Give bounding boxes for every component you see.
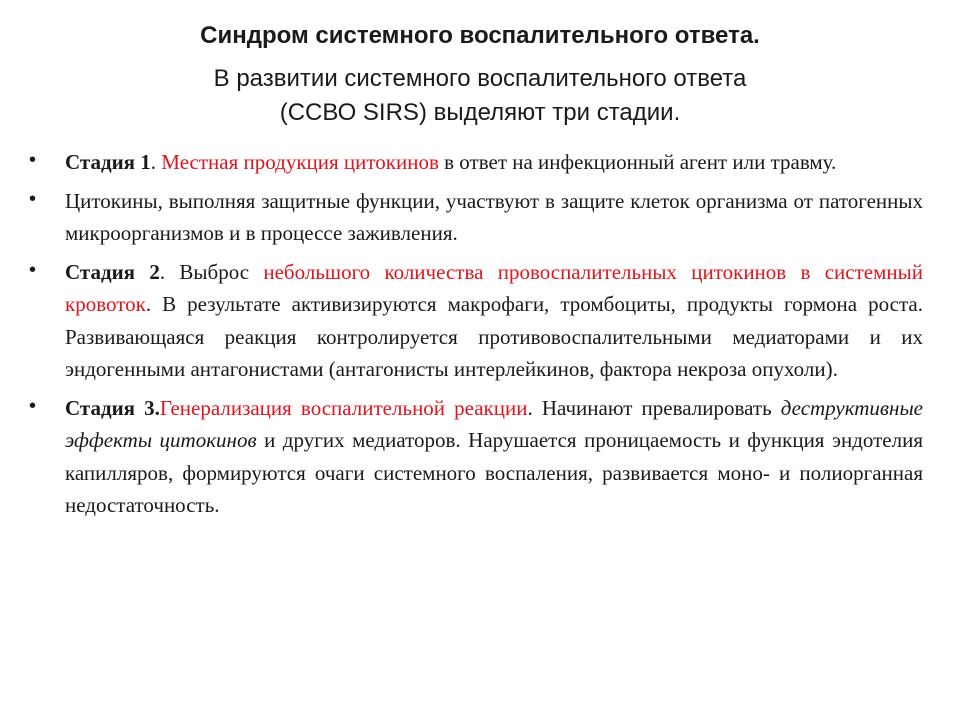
bullet-icon: •	[29, 149, 37, 171]
bullet-icon: •	[29, 394, 37, 417]
stages-list	[0, 146, 960, 528]
stage-label: Стадия 2	[65, 259, 160, 284]
highlighted-text: небольшого количества провоспалительных цитокинов в системный кровоток	[65, 259, 923, 316]
list-item-cytokines	[29, 185, 923, 250]
stage-label: Стадия 3.	[65, 395, 160, 420]
item-text: в ответ на инфекционный агент или травму.	[438, 150, 837, 174]
item-text: .	[150, 150, 162, 174]
highlighted-text: Генерализация воспалительной реакции	[159, 395, 528, 420]
highlighted-text: Местная продукция цитокинов	[161, 150, 439, 174]
subtitle-line-2: (ССВО SIRS) выделяют три стадии.	[279, 99, 681, 126]
slide-title: Синдром системного воспалительного ответа.	[200, 22, 760, 49]
list-item-stage-2	[29, 256, 923, 386]
item-text: . Начинают превалировать	[527, 395, 781, 420]
stage-label: Стадия 1	[65, 150, 151, 174]
item-text: . В результате активизируются макрофаги, тромбоциты, продукты гормона роста. Развивающаяся реакция контролируется противовоспалительными медиаторами и их эндогенными антагонистами (антагонисты интерлейкинов, фактора некроза опухоли).	[65, 292, 923, 381]
subtitle-line-1: В развитии системного воспалительного ответа	[213, 65, 747, 92]
list-item-stage-3	[29, 392, 924, 522]
slide-subtitle	[0, 62, 960, 130]
italic-text: деструктивные эффекты цитокинов	[65, 395, 924, 452]
item-text: Цитокины, выполняя защитные функции, участвуют в защите клеток организма от патогенных микроорганизмов и в процессе заживления.	[65, 188, 923, 245]
item-text: и других медиаторов. Нарушается проницаемость и функция эндотелия капилляров, формируются очаги системного воспаления, развивается моно- и полиорганная недостаточность.	[65, 428, 923, 517]
bullet-icon: •	[29, 258, 37, 281]
item-text: . Выброс	[159, 259, 264, 284]
bullet-icon: •	[29, 187, 37, 210]
list-item-stage-1	[29, 146, 923, 179]
